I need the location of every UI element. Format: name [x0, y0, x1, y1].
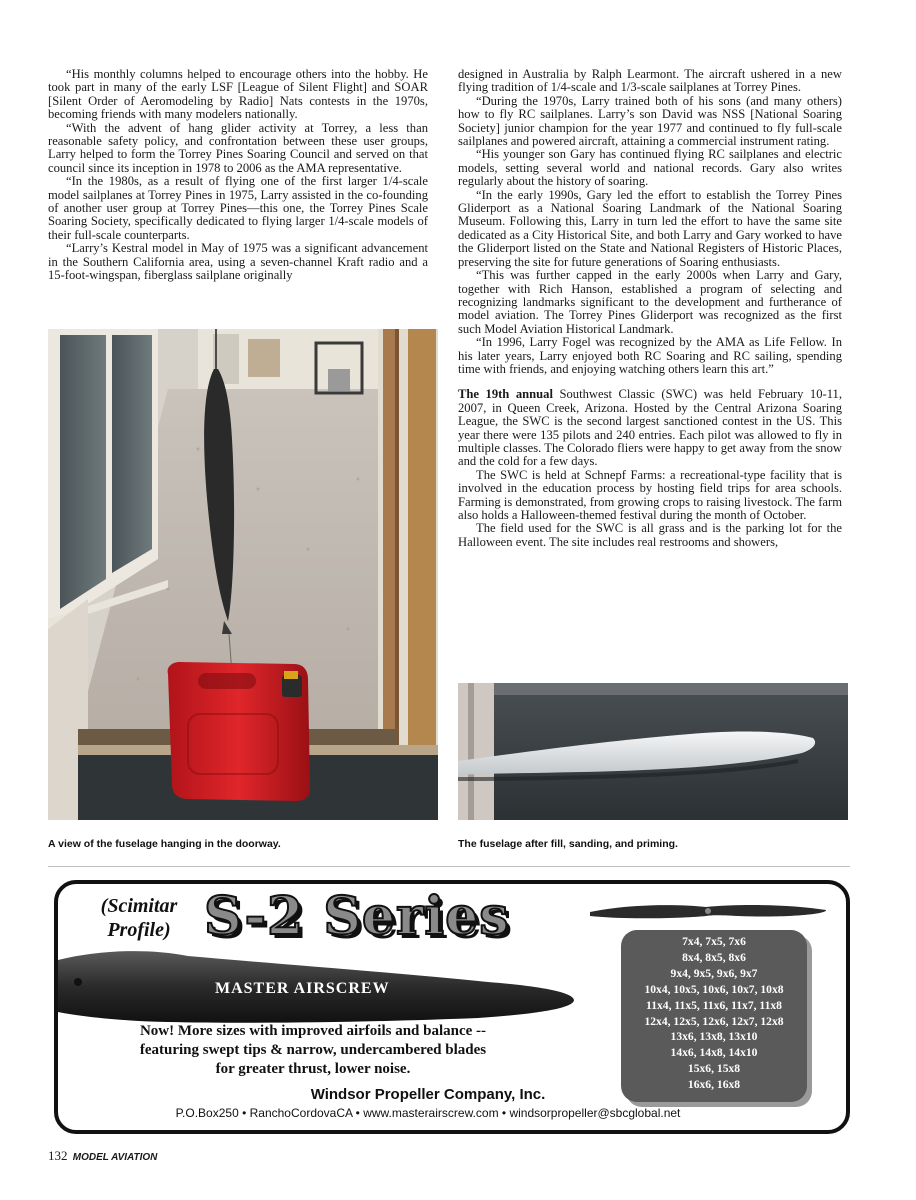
- right-column-text: [458, 68, 842, 549]
- article-paragraph: The SWC is held at Schnepf Farms: a recreational-type facility that is involved in the education process by hosting field trips for area schools. Farming is demonstrated, from growing crops to raising livestock. The farm also holds a Halloween-themed festival during the month of October.: [458, 467, 842, 522]
- photo-caption-left: A view of the fuselage hanging in the doorway.: [48, 838, 281, 850]
- page-number: 132: [48, 1148, 68, 1163]
- article-paragraph: “In the early 1990s, Gary led the effort to establish the Torrey Pines Gliderport as a National Soaring Landmark of the National Soaring Museum. Following this, Larry in turn led the effort to have the same site dedicated as a City Historical Site, and both Larry and Gary worked to have the Gliderport listed on the State and National Registers of Historic Places, preserving the site for future generations of Soaring enthusiasts.: [458, 187, 842, 269]
- size-row: 12x4, 12x5, 12x6, 12x7, 12x8: [644, 1014, 784, 1028]
- magazine-name: MODEL AVIATION: [72, 1152, 158, 1163]
- article-paragraph: “During the 1970s, Larry trained both of his sons (and many others) how to fly RC sailplanes. Larry’s son David was NSS [National Soaring Society] junior champion for the year 1977 and continued to fly full-scale sailplanes and powered aircraft, attaining a commercial instrument rating.: [458, 93, 842, 149]
- company-contact: P.O.Box250 • RanchoCordovaCA • www.masterairscrew.com • windsorpropeller@sbcglobal.net: [175, 1106, 681, 1120]
- page-footer: [48, 1148, 157, 1164]
- swc-paragraph: The 19th annual Southwest Classic (SWC) was held February 10-11, 2007, in Queen Creek, Arizona. Hosted by the Central Arizona Soaring League, the SWC is the second largest sanctioned contest in the US. This year there were 135 pilots and 240 entries. Each pilot was allowed to fly in multiple classes. The Colorado fliers were happy to get away from the snow and the cold for a few days.: [458, 387, 842, 469]
- company-name: Windsor Propeller Company, Inc.: [310, 1086, 546, 1103]
- size-row: 9x4, 9x5, 9x6, 9x7: [670, 966, 758, 980]
- doorway-photo-illustration: [48, 329, 438, 820]
- article-paragraph: The field used for the SWC is all grass and is the parking lot for the Halloween event. The site includes real restrooms and showers,: [458, 521, 842, 549]
- fuselage-photo-illustration: [458, 683, 848, 820]
- size-row: 11x4, 11x5, 11x6, 11x7, 11x8: [646, 998, 782, 1012]
- article-paragraph: “In 1996, Larry Fogel was recognized by the AMA as Life Fellow. In his later years, Larry enjoyed both RC Soaring and RC sailing, spending time with friends, and enjoying watching others learn this art.”: [458, 335, 842, 376]
- article-paragraph: “This was further capped in the early 2000s when Larry and Gary, together with Rich Hanson, established a program of selecting and recognizing landmarks significant to the development and furtherance of model aviation. The Torrey Pines Gliderport was recognized as the first such Model Aviation Historical Landmark.: [458, 268, 842, 336]
- size-row: 7x4, 7x5, 7x6: [682, 935, 746, 948]
- fuselage-photo: [458, 683, 848, 820]
- size-row: 8x4, 8x5, 8x6: [682, 950, 746, 964]
- section-divider: [48, 866, 850, 867]
- ad-tagline: Now! More sizes with improved airfoils and balance -- featuring swept tips & narrow, undercambered blades for greater thrust, lower noise.: [139, 1023, 487, 1077]
- size-row: 10x4, 10x5, 10x6, 10x7, 10x8: [644, 982, 784, 996]
- size-row: 15x6, 15x8: [687, 1062, 741, 1076]
- brand-name: MASTER AIRSCREW: [215, 980, 390, 997]
- prop-sizes-box: [621, 930, 807, 1102]
- photo-caption-right: The fuselage after fill, sanding, and priming.: [458, 838, 678, 850]
- article-paragraph: “With the advent of hang glider activity at Torrey, a less than reasonable safety policy, and confrontation between these user groups, Larry helped to form the Torrey Pines Soaring Council and served on that council since its inception in 1978 to 2006 as the AMA representative.: [48, 120, 428, 175]
- doorway-photo: [48, 329, 438, 820]
- size-row: 16x6, 16x8: [687, 1078, 741, 1092]
- article-paragraph: “His monthly columns helped to encourage others into the hobby. He took part in many of the early LSF [League of Silent Flight] and SOAR [Silent Order of Aeromodeling by Radio] Nats contests in the 1970s, becoming friends with many modelers nationally.: [48, 67, 428, 122]
- left-column-text: [48, 68, 428, 283]
- size-row: 13x6, 13x8, 13x10: [670, 1030, 758, 1044]
- article-paragraph: “In the 1980s, as a result of flying one of the first larger 1/4-scale model sailplanes at Torrey Pines in 1975, Larry assisted in the co-founding of another user group at Torrey Pines—this one, the Torrey Pines Scale Soaring Society, specifically dedicated to flying larger 1/4-scale models of their full-scale counterparts.: [48, 174, 428, 242]
- article-paragraph: “His younger son Gary has continued flying RC sailplanes and electric models, setting several world and national records. Gary also writes regularly about the history of soaring.: [458, 147, 842, 189]
- profile-label: (Scimitar Profile): [100, 895, 178, 941]
- master-airscrew-ad: [54, 880, 850, 1134]
- propeller-thumbnail-icon: [588, 898, 828, 924]
- article-paragraph: “Larry’s Kestral model in May of 1975 was a significant advancement in the Southern California area, using a seven-channel Kraft radio and a 15-foot-wingspan, fiberglass sailplane originally: [48, 241, 428, 283]
- ad-headline: S-2 Series: [204, 886, 510, 947]
- article-paragraph: designed in Australia by Ralph Learmont. The aircraft ushered in a new flying tradition of 1/4-scale and 1/3-scale sailplanes at Torrey Pines.: [458, 67, 842, 95]
- size-row: 14x6, 14x8, 14x10: [670, 1046, 758, 1060]
- swc-lead: The 19th annual: [458, 387, 553, 402]
